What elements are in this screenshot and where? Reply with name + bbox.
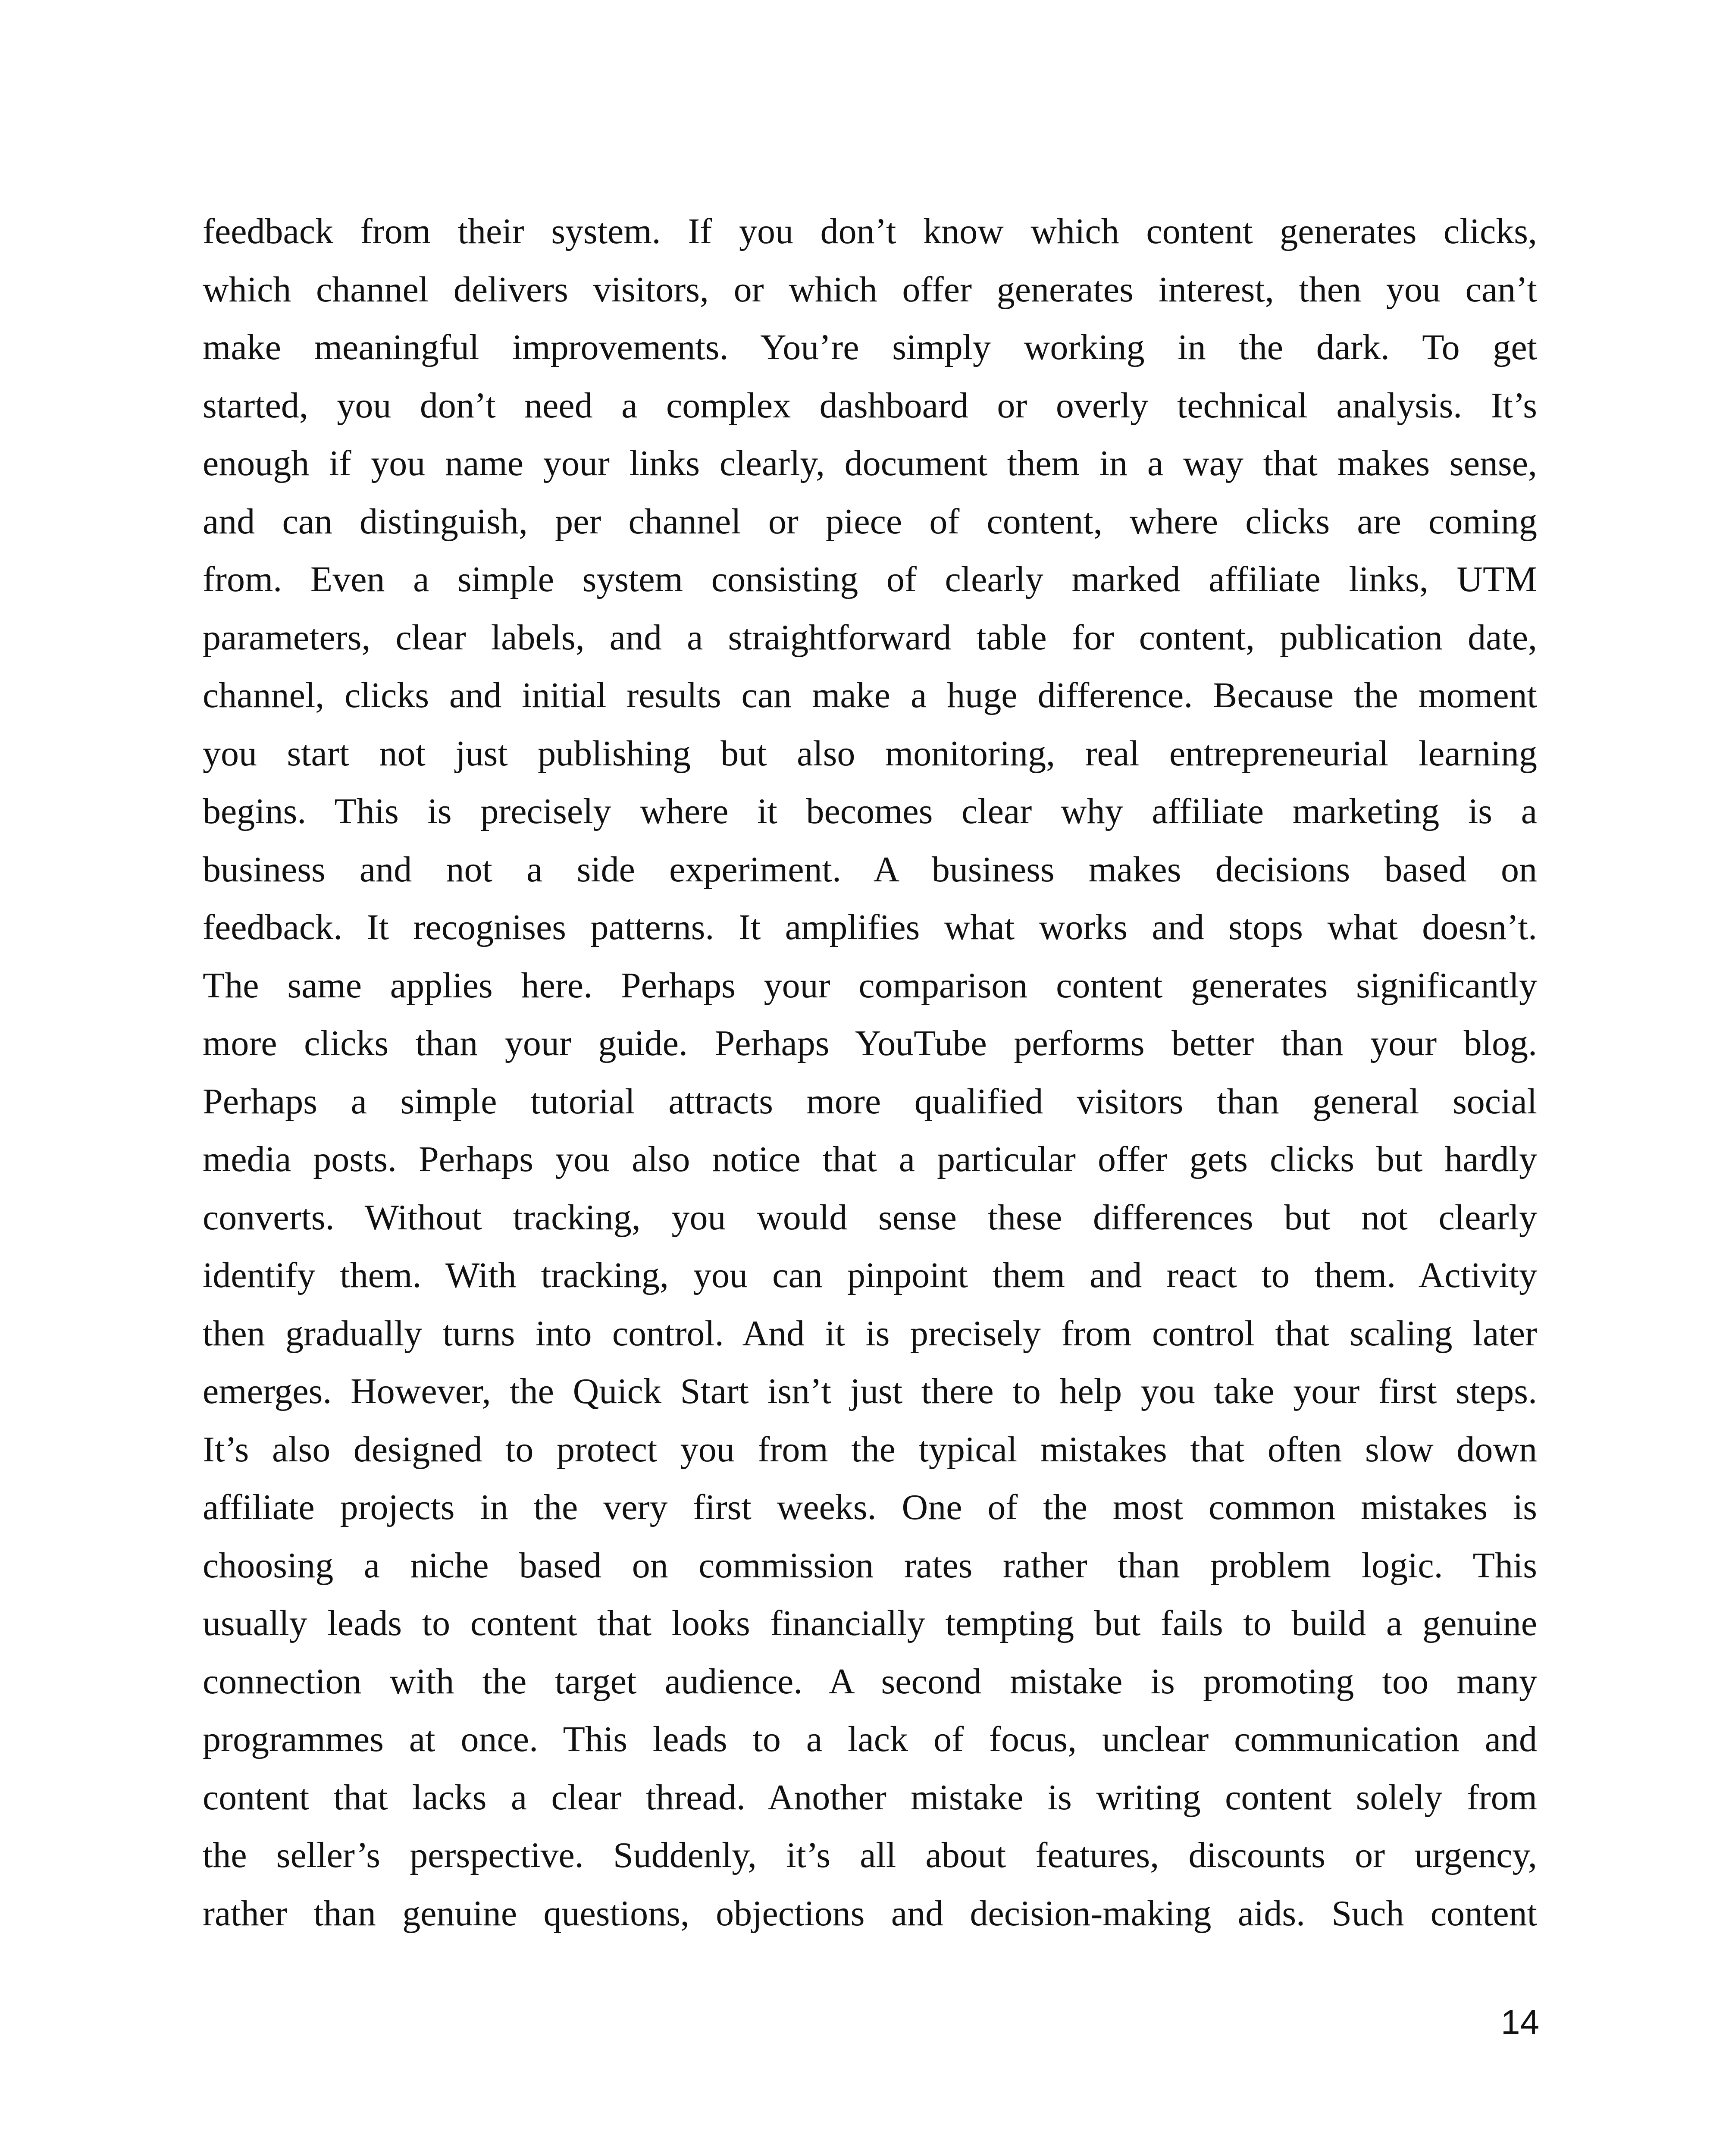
text-line-content: feedback from their system. If you don’t know which content generates clicks, (203, 211, 1537, 251)
text-line (203, 1131, 1537, 1189)
text-line-content: choosing a niche based on commission rates rather than problem logic. This (203, 1545, 1537, 1586)
text-line (203, 783, 1537, 841)
text-line (203, 1421, 1537, 1479)
text-line (203, 551, 1537, 609)
text-line-content: feedback. It recognises patterns. It amplifies what works and stops what doesn’t. (203, 907, 1537, 947)
text-line (203, 1247, 1537, 1305)
text-line-content: media posts. Perhaps you also notice that a particular offer gets clicks but hardly (203, 1139, 1537, 1179)
page-number: 14 (1501, 2003, 1539, 2041)
text-line-content: content that lacks a clear thread. Another mistake is writing content solely from (203, 1777, 1537, 1818)
text-line (203, 667, 1537, 725)
text-line (203, 1363, 1537, 1421)
text-line (203, 899, 1537, 957)
text-line-content: started, you don’t need a complex dashboard or overly technical analysis. It’s (203, 385, 1537, 426)
text-line-content: identify them. With tracking, you can pinpoint them and react to them. Activity (203, 1255, 1537, 1295)
text-line-content: which channel delivers visitors, or which offer generates interest, then you can’t (203, 269, 1537, 310)
text-line (203, 1073, 1537, 1131)
text-line-content: the seller’s perspective. Suddenly, it’s all about features, discounts or urgency, (203, 1835, 1537, 1875)
text-line (203, 435, 1537, 493)
text-line-content: business and not a side experiment. A business makes decisions based on (203, 849, 1537, 890)
text-line (203, 261, 1537, 319)
text-line (203, 725, 1537, 783)
text-line (203, 609, 1537, 667)
text-line (203, 1189, 1537, 1247)
text-line (203, 1769, 1537, 1827)
text-line-content: usually leads to content that looks financially tempting but fails to build a genuine (203, 1603, 1537, 1643)
text-line-content: emerges. However, the Quick Start isn’t just there to help you take your first steps. (203, 1371, 1537, 1411)
body-text (203, 203, 1537, 1943)
text-line (203, 203, 1537, 261)
text-line-content: you start not just publishing but also monitoring, real entrepreneurial learning (203, 733, 1537, 774)
text-line-content: Perhaps a simple tutorial attracts more qualified visitors than general social (203, 1081, 1537, 1122)
text-line-content: converts. Without tracking, you would sense these differences but not clearly (203, 1197, 1537, 1238)
text-line (203, 1711, 1537, 1769)
text-line-content: and can distinguish, per channel or piece of content, where clicks are coming (203, 501, 1537, 542)
text-line-content: The same applies here. Perhaps your comparison content generates significantly (203, 965, 1537, 1006)
text-line-content: make meaningful improvements. You’re simply working in the dark. To get (203, 327, 1537, 367)
text-line (203, 1479, 1537, 1537)
text-line (203, 1653, 1537, 1711)
text-line-content: programmes at once. This leads to a lack of focus, unclear communication and (203, 1719, 1537, 1759)
text-line-content: parameters, clear labels, and a straightforward table for content, publication date, (203, 617, 1537, 658)
text-line-content: rather than genuine questions, objections and decision-making aids. Such content (203, 1893, 1537, 1934)
text-line (203, 1595, 1537, 1653)
text-line (203, 1827, 1537, 1885)
text-line (203, 1305, 1537, 1363)
text-line (203, 319, 1537, 377)
text-line (203, 957, 1537, 1015)
text-line-content: channel, clicks and initial results can make a huge difference. Because the moment (203, 675, 1537, 715)
text-line (203, 377, 1537, 435)
text-line-content: then gradually turns into control. And it is precisely from control that scaling later (203, 1313, 1537, 1354)
text-line (203, 1537, 1537, 1595)
text-line (203, 493, 1537, 551)
text-line (203, 1885, 1537, 1943)
text-line-content: from. Even a simple system consisting of clearly marked affiliate links, UTM (203, 559, 1537, 599)
text-line-content: connection with the target audience. A second mistake is promoting too many (203, 1661, 1537, 1702)
text-line-content: enough if you name your links clearly, document them in a way that makes sense, (203, 443, 1537, 483)
text-line-content: affiliate projects in the very first weeks. One of the most common mistakes is (203, 1487, 1537, 1527)
text-line-content: more clicks than your guide. Perhaps YouTube performs better than your blog. (203, 1023, 1537, 1063)
text-line-content: It’s also designed to protect you from the typical mistakes that often slow down (203, 1429, 1537, 1470)
text-line-content: begins. This is precisely where it becomes clear why affiliate marketing is a (203, 791, 1537, 831)
text-line (203, 1015, 1537, 1073)
text-line (203, 841, 1537, 899)
